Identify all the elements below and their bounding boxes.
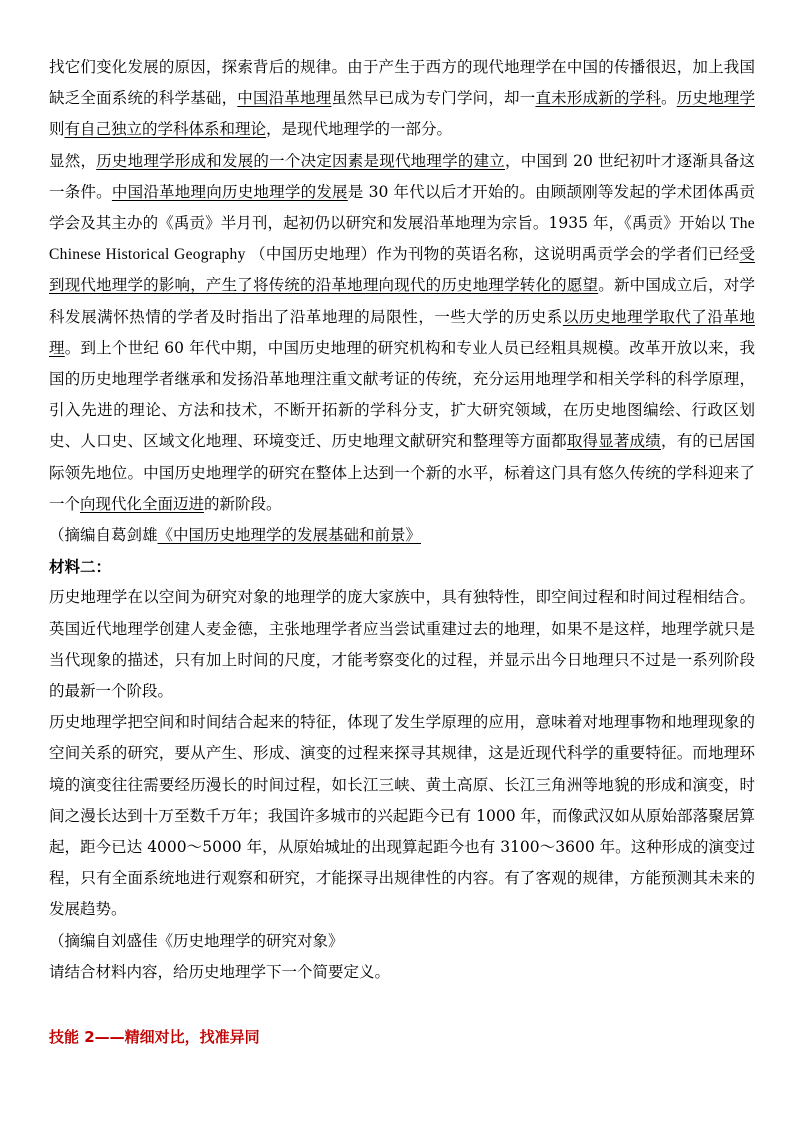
- material2-label: 材料二：: [49, 557, 112, 577]
- material2-paragraph-2: 历史地理学把空间和时间结合起来的特征，体现了发生学原理的应用，意味着对地理事物和地理现象的空间关系的研究，要从产生、形成、演变的过程来探寻其规律，这是近现代科学的重要特征。而地理环境的演变往往需要经历漫长的时间过程，如长江三峡、黄土高原、长江三角洲等地貌的形成和演变，时间之漫长达到十万至数千万年；我国许多城市的兴起距今已有 1000 年，而像武汉如从原始部落聚居算起，距今已达 4000～5000 年，从原始城址的出现算起距今也有 3100～3600 年。这种形成的演变过程，只有全面系统地进行观察和研究，才能探寻出规律性的内容。有了客观的规律，方能预测其未来的发展趋势。: [49, 713, 755, 919]
- source-title: 《中国历史地理学的发展基础和前景》: [157, 526, 422, 545]
- underlined-phrase: 中国沿革地理向历史地理学的发展: [111, 182, 348, 201]
- text-run: 的新阶段。: [204, 494, 282, 513]
- source-prefix: （摘编自葛剑雄: [49, 526, 158, 545]
- material1-source: [49, 520, 755, 551]
- underlined-phrase: 取得显著成绩: [566, 432, 661, 451]
- text-run: 。到上个世纪 60 年代中期，中国历史地理的研究机构和专业人员已经粗具规模。改革开放以来，我国的历史地理学者继承和发扬沿革地理注重文献考证的传统，充分运用地理学和相关学科的科学原理，引入先进的理论、方法和技术，不断开拓新的学科分支，扩大研究领域，在历史地图编绘、行政区划史、人口史、区域文化地理、环境变迁、历史地理文献研究和整理等方面都: [49, 338, 755, 451]
- spacer: [49, 988, 755, 1022]
- text-run: ，有的已居国际领先地位。中国历史地理学的研究在整体上达到一个新的水平，标着这门具有悠久传统的学科迎来了一个: [49, 432, 755, 513]
- underlined-phrase: 向现代化全面迈进: [80, 494, 205, 513]
- text-run: 。: [660, 89, 677, 108]
- underlined-phrase: 以历史地理学取代了沿革地理: [49, 307, 755, 357]
- underlined-phrase: 直未形成新的学科: [535, 89, 661, 108]
- question-prompt: 请结合材料内容，给历史地理学下一个简要定义。: [49, 962, 391, 981]
- underlined-phrase: 有自己独立的学科体系和理论: [64, 120, 267, 139]
- text-run: 是 30 年代以后才开始的。由顾颉刚等发起的学术团体禹贡学会及其主办的《禹贡》半月刊，起初仍以研究和发展沿革地理为宗旨。1935 年，《禹贡》开始以: [49, 182, 755, 233]
- material2-source: （摘编自刘盛佳《历史地理学的研究对象》: [49, 931, 344, 950]
- underlined-phrase: 中国沿革地理: [237, 89, 332, 108]
- english-journal-name: The Chinese Historical Geography: [49, 215, 755, 264]
- material1-paragraph-1: [49, 52, 755, 146]
- text-run: ，是现代地理学的一部分。: [266, 120, 453, 139]
- underlined-phrase: 历史地理学: [676, 89, 755, 108]
- text-run: ，中国到 20 世纪初叶才逐渐具备这一条件。: [49, 151, 755, 201]
- skill-heading: 技能 2——精细对比，找准异同: [49, 1028, 260, 1047]
- text-run: 虽然早已成为专门学问，却一: [331, 89, 536, 108]
- text-run: 则: [49, 120, 65, 139]
- text-run: 显然，: [49, 151, 97, 170]
- text-run: 。新中国成立后，对学科发展满怀热情的学者及时指出了沿革地理的局限性，一些大学的历史系: [49, 276, 755, 326]
- underlined-phrase: 受到现代地理学的影响，产生了将传统的沿革地理向现代的历史地理学转化的愿望: [49, 245, 755, 295]
- material1-paragraph-2: [49, 146, 755, 520]
- underlined-phrase: 历史地理学形成和发展的一个决定因素是现代地理学的建立: [96, 151, 506, 170]
- text-run: （中国历史地理）作为刊物的英语名称，这说明禹贡学会的学者们已经: [250, 245, 740, 264]
- material2-paragraph-1: 历史地理学在以空间为研究对象的地理学的庞大家族中，具有独特性，即空间过程和时间过程相结合。英国近代地理学创建人麦金德，主张地理学者应当尝试重建过去的地理，如果不是这样，地理学就只是当代现象的描述，只有加上时间的尺度，才能考察变化的过程，并显示出今日地理只不过是一系列阶段的最新一个阶段。: [49, 588, 755, 701]
- text-run: 找它们变化发展的原因，探索背后的规律。由于产生于西方的现代地理学在中国的传播很迟，加上我国缺乏全面系统的科学基础，: [49, 58, 755, 108]
- document-page: [49, 52, 755, 1053]
